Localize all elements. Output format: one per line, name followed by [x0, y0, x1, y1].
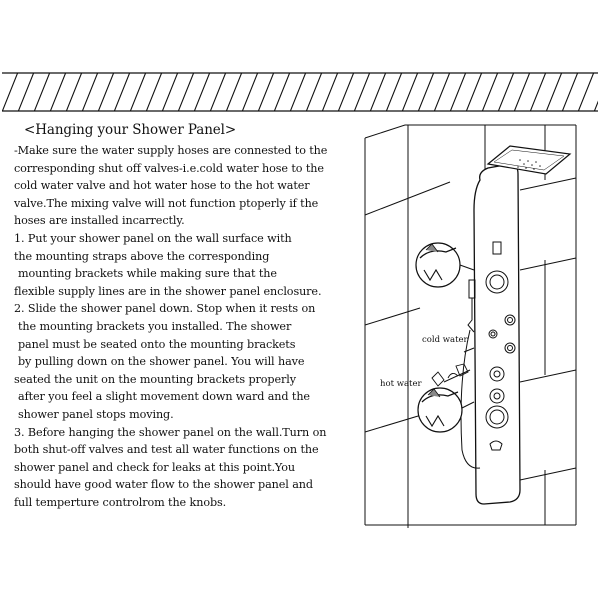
text-line: by pulling down on the shower panel. You will have: [18, 355, 305, 369]
text-line: flexible supply lines are in the shower panel enclosure.: [14, 284, 322, 298]
text-line: valve.The mixing valve will not function ptoperly if the: [14, 196, 319, 210]
text-line: panel must be seated onto the mounting brackets: [18, 337, 296, 351]
instructions-text: [14, 121, 358, 511]
text-line: the mounting brackets you installed. The shower: [18, 319, 292, 333]
text-line: 2. Slide the shower panel down. Stop when it rests on: [14, 302, 316, 316]
text-line: hoses are installed incarrectly.: [14, 214, 185, 228]
text-line: the mounting straps above the corresponding: [14, 249, 270, 263]
text-line: seated the unit on the mounting brackets properly: [14, 372, 296, 386]
hatched-banner: [2, 72, 598, 112]
text-line: corresponding shut off valves-i.e.cold water hose to the: [14, 161, 324, 175]
text-line: shower panel and check for leaks at this point.You: [14, 460, 295, 474]
text-line: after you feel a slight movement down ward and the: [18, 390, 310, 404]
hot-water-label: hot water: [380, 379, 422, 389]
shower-panel-drawing: [360, 120, 584, 534]
text-line: shower panel stops moving.: [18, 407, 174, 421]
text-line: 3. Before hanging the shower panel on the wall.Turn on: [14, 425, 327, 439]
section-heading: <Hanging your Shower Panel>: [24, 122, 237, 138]
cold-water-label: cold water: [422, 335, 468, 345]
text-line: full temperture controlrom the knobs.: [14, 495, 227, 509]
text-line: 1. Put your shower panel on the wall surface with: [14, 231, 292, 245]
text-line: -Make sure the water supply hoses are connested to the: [14, 144, 328, 157]
text-line: cold water valve and hot water hose to the hot water: [14, 179, 310, 193]
text-line: should have good water flow to the shower panel and: [14, 478, 313, 492]
text-line: mounting brackets while making sure that the: [18, 267, 277, 281]
text-line: both shut-off valves and test all water functions on the: [14, 443, 319, 457]
shower-panel-illustration: [360, 120, 584, 534]
